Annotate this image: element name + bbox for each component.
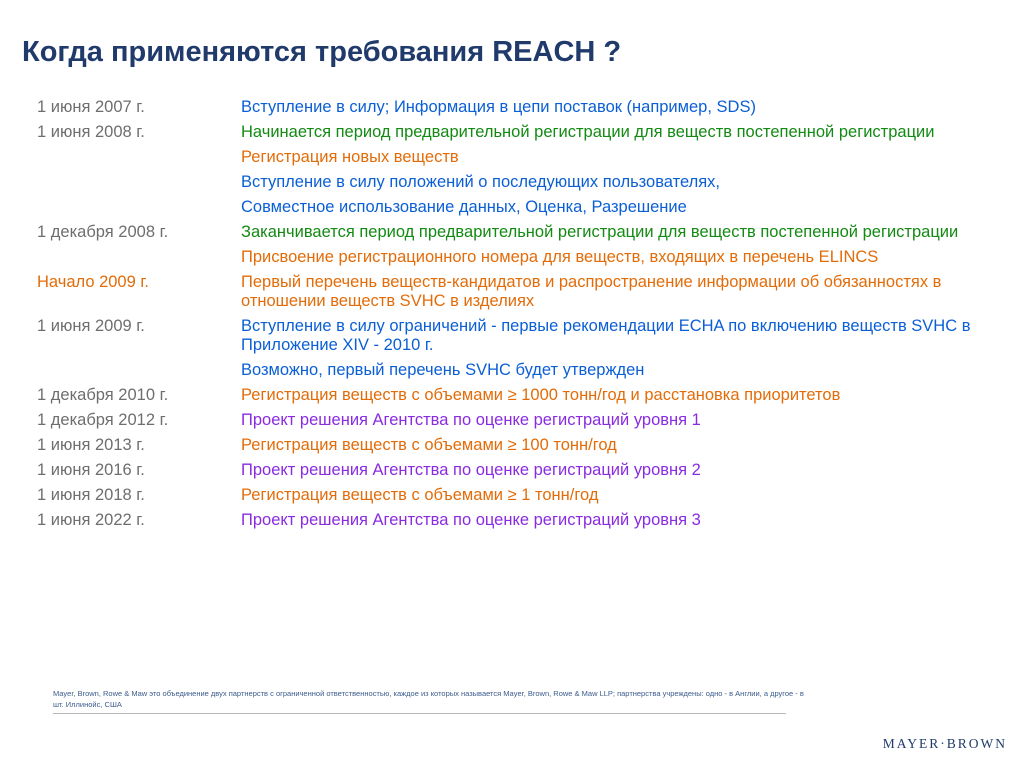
timeline-event: Заканчивается период предварительной регистрации для веществ постепенной регистрации — [241, 223, 959, 241]
timeline-date: 1 июня 2013 г. — [37, 436, 145, 454]
timeline-row — [37, 173, 997, 192]
timeline-date: 1 июня 2018 г. — [37, 486, 145, 504]
timeline-event: Первый перечень веществ-кандидатов и распространение информации об обязанностях в отношении веществ SVHC в изделиях — [241, 273, 942, 310]
footer-divider — [53, 713, 786, 714]
timeline-date: 1 июня 2007 г. — [37, 98, 145, 116]
timeline-date: 1 июня 2016 г. — [37, 461, 145, 479]
brand-logo: MAYER·BROWN — [882, 736, 1007, 751]
timeline-event: Регистрация веществ с объемами ≥ 100 тонн/год — [241, 436, 617, 454]
timeline-date: 1 декабря 2008 г. — [37, 223, 169, 241]
timeline-row — [37, 461, 997, 480]
timeline-event: Проект решения Агентства по оценке регистраций уровня 1 — [241, 411, 701, 429]
timeline-date: 1 декабря 2010 г. — [37, 386, 169, 404]
timeline-date: 1 июня 2009 г. — [37, 317, 145, 335]
slide-title: Когда применяются требования REACH ? — [22, 36, 622, 68]
timeline-event: Начинается период предварительной регистрации для веществ постепенной регистрации — [241, 123, 935, 141]
timeline-row — [37, 148, 997, 167]
timeline-event: Вступление в силу; Информация в цепи поставок (например, SDS) — [241, 98, 756, 116]
timeline-date: Начало 2009 г. — [37, 273, 149, 291]
timeline-event: Вступление в силу положений о последующих пользователях, — [241, 173, 721, 191]
timeline-row — [37, 486, 997, 505]
timeline-row — [37, 511, 997, 530]
timeline-row — [37, 361, 997, 380]
timeline-list — [37, 98, 997, 536]
timeline-row — [37, 223, 997, 242]
timeline-event: Регистрация веществ с объемами ≥ 1000 тонн/год и расстановка приоритетов — [241, 386, 841, 404]
timeline-row — [37, 273, 997, 311]
timeline-event: Совместное использование данных, Оценка, Разрешение — [241, 198, 687, 216]
timeline-event: Проект решения Агентства по оценке регистраций уровня 2 — [241, 461, 701, 479]
timeline-row — [37, 248, 997, 267]
timeline-event: Вступление в силу ограничений - первые рекомендации ECHA по включению веществ SVHC в Приложение XIV - 2010 г. — [241, 317, 971, 354]
footer-disclaimer: Mayer, Brown, Rowe & Maw это объединение двух партнерств с ограниченной ответственностью, каждое из которых называется Mayer, Brown, Rowe & Maw LLP; партнерства учреждены: одно - в Англии, а другое - в шт. Иллинойс, США — [53, 689, 804, 709]
timeline-row — [37, 436, 997, 455]
timeline-event: Возможно, первый перечень SVHC будет утвержден — [241, 361, 645, 379]
timeline-row — [37, 317, 997, 355]
timeline-row — [37, 411, 997, 430]
timeline-row — [37, 123, 997, 142]
timeline-event: Регистрация веществ с объемами ≥ 1 тонн/год — [241, 486, 599, 504]
timeline-event: Проект решения Агентства по оценке регистраций уровня 3 — [241, 511, 701, 529]
timeline-row — [37, 386, 997, 405]
timeline-date: 1 июня 2022 г. — [37, 511, 145, 529]
timeline-date: 1 июня 2008 г. — [37, 123, 145, 141]
timeline-row — [37, 98, 997, 117]
timeline-row — [37, 198, 997, 217]
timeline-event: Регистрация новых веществ — [241, 148, 459, 166]
timeline-date: 1 декабря 2012 г. — [37, 411, 169, 429]
timeline-event: Присвоение регистрационного номера для веществ, входящих в перечень ELINCS — [241, 248, 879, 266]
